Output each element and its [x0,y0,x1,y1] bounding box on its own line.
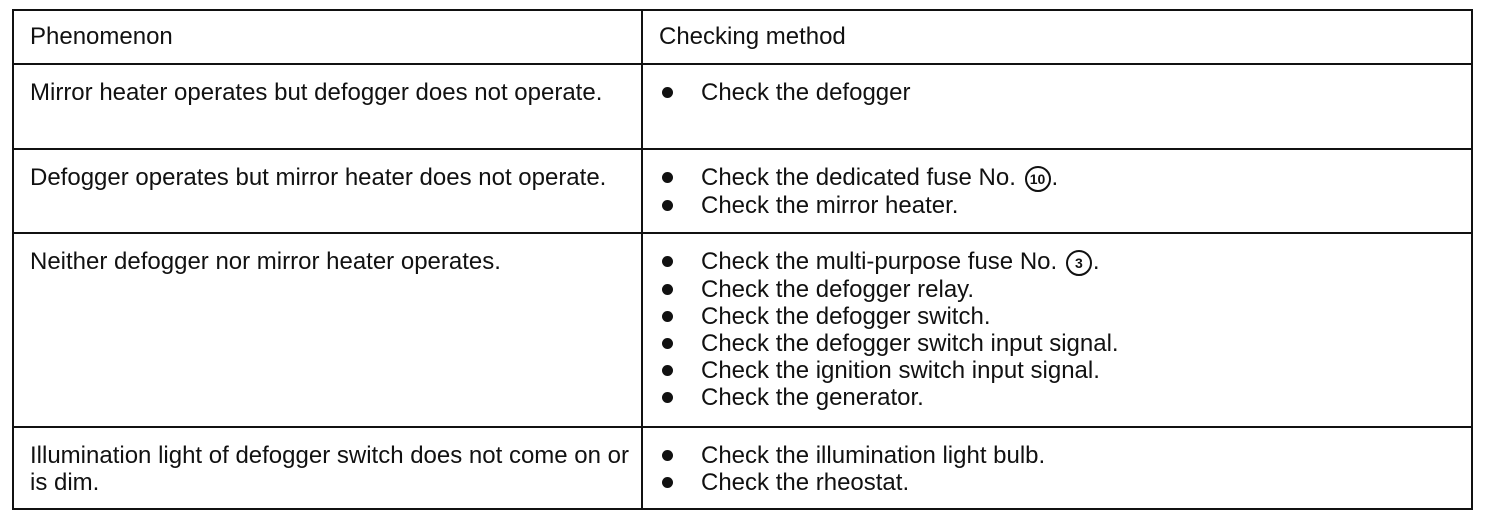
check-item [659,357,1471,384]
phenomenon-cell [13,149,642,233]
phenomenon-text: Illumination light of defogger switch does not come on or is dim. [30,442,630,496]
table-row [13,64,1472,149]
check-text-wrap [701,164,1058,192]
phenomenon-text: Neither defogger nor mirror heater operates. [30,248,501,275]
bullet-icon [659,442,701,469]
checks-cell [642,64,1472,149]
phenomenon-cell [13,427,642,509]
table-row [13,427,1472,509]
fuse-number-badge: 10 [1025,166,1051,192]
check-list [643,428,1471,496]
bullet-icon [659,79,701,106]
check-text: Check the generator. [701,384,924,411]
checks-cell [642,427,1472,509]
check-text: Check the dedicated fuse No. [701,164,1023,191]
bullet-icon [659,276,701,303]
phenomenon-cell [13,233,642,427]
check-item [659,442,1471,469]
phenomenon-text: Mirror heater operates but defogger does not operate. [30,79,603,106]
check-item [659,276,1471,303]
fuse-number-badge: 3 [1066,250,1092,276]
check-item [659,469,1471,496]
bullet-icon [659,357,701,384]
bullet-icon [659,469,701,496]
header-checking-method: Checking method [659,23,846,50]
check-text-tail: . [1051,164,1059,191]
bullet-icon [659,248,701,275]
bullet-icon [659,164,701,191]
check-list [643,234,1471,411]
check-text-wrap [701,248,1100,276]
bullet-icon [659,303,701,330]
header-cell-checking-method [642,10,1472,64]
checks-cell [642,149,1472,233]
check-item [659,248,1471,276]
table-row [13,149,1472,233]
check-list [643,150,1471,219]
bullet-icon [659,192,701,219]
check-text: Check the mirror heater. [701,192,959,219]
check-item [659,79,1471,106]
check-list [643,65,1471,106]
check-text: Check the defogger [701,79,911,106]
bullet-icon [659,330,701,357]
phenomenon-text: Defogger operates but mirror heater does not operate. [30,164,607,191]
check-item [659,330,1471,357]
checks-cell [642,233,1472,427]
check-text: Check the illumination light bulb. [701,442,1046,469]
check-text: Check the defogger relay. [701,276,975,303]
header-cell-phenomenon [13,10,642,64]
check-text: Check the multi-purpose fuse No. [701,248,1064,275]
troubleshooting-table [12,9,1473,510]
check-text: Check the defogger switch input signal. [701,330,1119,357]
table-row [13,233,1472,427]
check-item [659,303,1471,330]
check-item [659,164,1471,192]
check-text: Check the rheostat. [701,469,910,496]
check-item [659,384,1471,411]
check-text: Check the ignition switch input signal. [701,357,1100,384]
header-phenomenon: Phenomenon [30,23,173,50]
check-text: Check the defogger switch. [701,303,991,330]
check-text-tail: . [1092,248,1100,275]
bullet-icon [659,384,701,411]
check-item [659,192,1471,219]
phenomenon-cell [13,64,642,149]
table-header-row [13,10,1472,64]
